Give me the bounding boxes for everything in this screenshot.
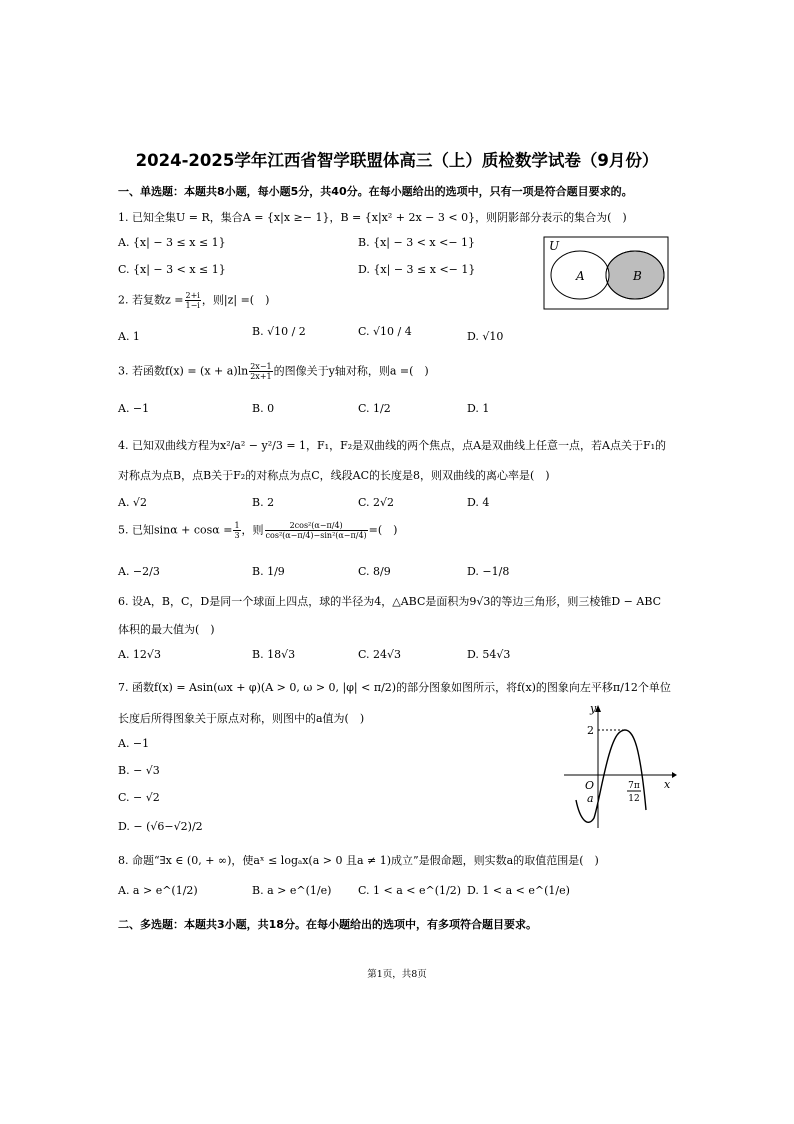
question-1-stem: 1. 已知全集U = R，集合A = {x|x ≥− 1}，B = {x|x² + 2x − 3 < 0}，则阴影部分表示的集合为( ) [118,211,627,224]
question-5-frac2-den: cos²(α−π/4)−sin²(α−π/4) [265,531,367,540]
question-6-option-b: B. 18√3 [252,648,296,661]
question-6-stem-line-1: 6. 设A，B，C，D是同一个球面上四点，球的半径为4，△ABC是面积为9√3的等边三角形，则三棱锥D − ABC [118,595,662,608]
question-6-option-d: D. 54√3 [467,648,511,661]
question-3-frac-num: 2x−1 [250,362,272,371]
question-4-stem-line-1: 4. 已知双曲线方程为x²/a² − y²/3 = 1，F₁，F₂是双曲线的两个焦点，点A是双曲线上任意一点，若A点关于F₁的 [118,439,667,452]
question-3-stem-prefix: 3. 若函数f(x) = (x + a)ln [118,364,249,378]
question-4-stem-line-2: 对称点为点B，点B关于F₂的对称点为点C，线段AC的长度是8，则双曲线的离心率是( ) [118,469,550,482]
question-7-option-d: D. − (√6−√2)/2 [118,820,203,833]
question-5-option-a: A. −2/3 [118,565,160,578]
question-2-stem [118,291,269,310]
y-axis-label: y [590,702,597,715]
question-8-option-c: C. 1 < a < e^(1/2) [358,884,462,897]
x-tick-denominator: 12 [628,794,640,804]
question-5-frac1-den: 3 [234,531,240,540]
question-1-option-b: B. {x| − 3 < x <− 1} [358,236,476,249]
question-7-option-b: B. − √3 [118,764,160,777]
question-5-option-b: B. 1/9 [252,565,285,578]
max-value-label: 2 [587,724,594,737]
question-1-option-c: C. {x| − 3 < x ≤ 1} [118,263,226,276]
question-2-stem-prefix: 2. 若复数z = [118,293,184,307]
question-7-option-c: C. − √2 [118,791,160,804]
question-3-fraction [249,362,272,381]
question-6-option-a: A. 12√3 [118,648,161,661]
question-2-frac-num: 2+i [185,291,200,300]
x-axis-arrow [672,772,677,778]
sine-curve [576,730,646,822]
question-5-frac2-num: 2cos²(α−π/4) [265,521,368,531]
question-3-option-d: D. 1 [467,402,490,415]
question-4-option-b: B. 2 [252,496,275,509]
question-3-option-a: A. −1 [118,402,150,415]
section-1-header: 一、单选题：本题共8小题，每小题5分，共40分。在每小题给出的选项中，只有一项是符合题目要求的。 [118,185,633,198]
question-5-stem-mid: ，则 [241,523,264,537]
sine-graph [558,700,678,835]
question-3-option-c: C. 1/2 [358,402,391,415]
question-5-frac1-num: 1 [234,521,240,530]
question-8-option-b: B. a > e^(1/e) [252,884,332,897]
x-axis-label: x [664,778,671,791]
origin-label: O [585,779,595,792]
venn-universe-label: U [549,239,560,253]
venn-set-a-label: A [576,269,585,283]
x-tick-numerator: 7π [628,781,640,791]
exam-title: 2024-2025学年江西省智学联盟体高三（上）质检数学试卷（9月份） [135,151,659,170]
venn-diagram [543,236,669,310]
question-3-stem-suffix: 的图像关于y轴对称，则a =( ) [273,364,429,378]
question-8-option-d: D. 1 < a < e^(1/e) [467,884,570,897]
question-6-stem-line-2: 体积的最大值为( ) [118,623,215,636]
question-4-option-c: C. 2√2 [358,496,395,509]
question-7-stem-line-1: 7. 函数f(x) = Asin(ωx + φ)(A > 0, ω > 0, |φ| < π/2)的部分图象如图所示，将f(x)的图象向左平移π/12个单位 [118,681,671,694]
question-8-option-a: A. a > e^(1/2) [118,884,198,897]
question-2-option-a: A. 1 [118,330,140,343]
question-5-option-d: D. −1/8 [467,565,510,578]
question-1-option-d: D. {x| − 3 ≤ x <− 1} [358,263,476,276]
question-7-stem-line-2: 长度后所得图象关于原点对称，则图中的a值为( ) [118,712,365,725]
question-2-option-c: C. √10 / 4 [358,325,412,338]
venn-set-b-label: B [633,269,642,283]
question-1-option-a: A. {x| − 3 ≤ x ≤ 1} [118,236,226,249]
question-7-option-a: A. −1 [118,737,150,750]
question-5-option-c: C. 8/9 [358,565,391,578]
question-8-stem: 8. 命题“∃x ∈ (0, + ∞)，使aˣ ≤ logₐx(a > 0 且a ≠ 1)成立”是假命题，则实数a的取值范围是( ) [118,854,599,867]
question-6-option-c: C. 24√3 [358,648,402,661]
page-footer: 第1页，共8页 [367,969,427,980]
question-4-option-d: D. 4 [467,496,490,509]
question-2-option-d: D. √10 [467,330,504,343]
question-3-stem [118,362,429,381]
question-2-stem-suffix: ，则|z| =( ) [201,293,270,307]
question-4-option-a: A. √2 [118,496,147,509]
question-5-stem-suffix: =( ) [368,523,398,537]
question-5-stem-prefix: 5. 已知sinα + cosα = [118,523,233,537]
question-5-fraction-2 [265,521,368,540]
question-3-option-b: B. 0 [252,402,275,415]
question-2-option-b: B. √10 / 2 [252,325,306,338]
section-2-header: 二、多选题：本题共3小题，共18分。在每小题给出的选项中，有多项符合题目要求。 [118,918,537,931]
question-2-frac-den: 1−i [185,301,200,310]
question-5-fraction-1 [233,521,240,540]
a-value-label: a [587,792,594,805]
question-3-frac-den: 2x+1 [250,372,272,381]
question-5-stem [118,521,397,540]
question-2-fraction [185,291,201,310]
